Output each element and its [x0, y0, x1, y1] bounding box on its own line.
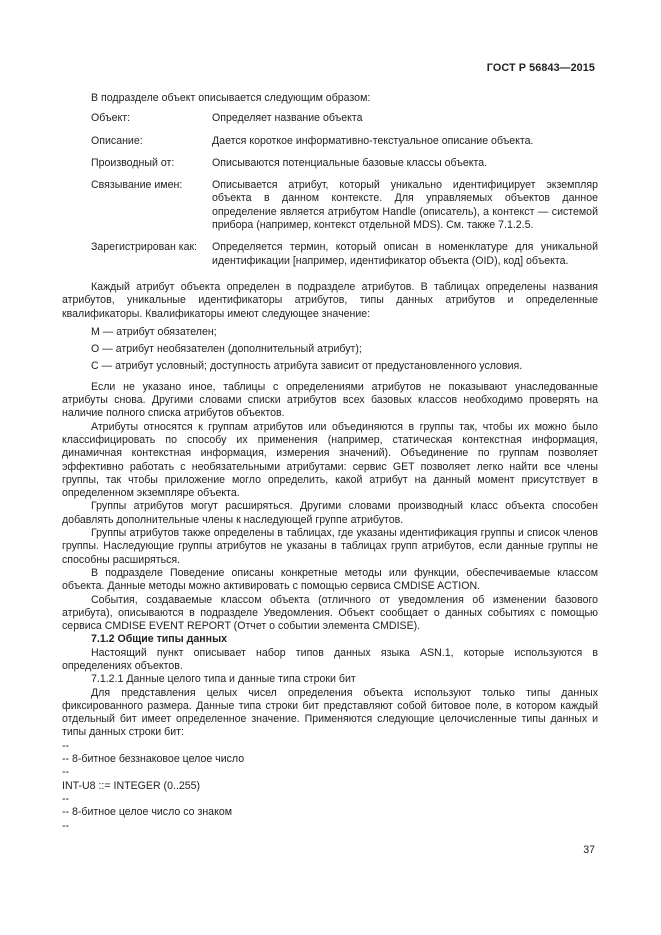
definition-row	[91, 112, 598, 134]
section-intro: Настоящий пункт описывает набор типов данных языка ASN.1, которые используются в определениях объектов.	[62, 646, 598, 672]
qualifier-list	[62, 326, 598, 374]
definition-desc: Определяется термин, который описан в номенклатуре для уникальной идентификации [например, идентификатор объекта (OID), код] объекта.	[212, 241, 598, 267]
definition-term: Описание:	[91, 134, 143, 147]
body-paragraph: Атрибуты относятся к группам атрибутов или объединяются в группы так, чтобы их можно было классифицировать по способу их применения (например, статическая контекстная информация, динамичная контекстная информация, измерения значений). Объединение по группам позволяет эффективно работать с необязательными атрибутами: сервис GET позволяет легко найти все члены группы, так чтобы приложение могло определить, какой атрибут на данный момент присутствует в определенном экземпляре объекта.	[62, 420, 598, 500]
qualifier-item: О — атрибут необязателен (дополнительный атрибут);	[91, 343, 362, 356]
definition-row	[91, 179, 598, 241]
definition-row	[91, 241, 598, 277]
page-content	[62, 92, 598, 833]
definition-row	[91, 157, 598, 179]
body-paragraph: Если не указано иное, таблицы с определениями атрибутов не показывают унаследованные атрибуты снова. Другими словами списки атрибутов всех базовых классов необходимо проверять на наличие полного списка атрибутов объектов.	[62, 380, 598, 420]
definition-desc: Описывается атрибут, который уникально идентифицирует экземпляр объекта в данном контексте. Для управляемых объектов данное определение является атрибутом Handle (описатель), а контекст — системой прибора (например, контекст отдельной MDS). См. также 7.1.2.5.	[212, 179, 598, 232]
body-paragraph: В подразделе Поведение описаны конкретные методы или функции, обеспечиваемые классом объекта. Данные методы можно активировать с помощью сервиса CMDISE ACTION.	[62, 566, 598, 593]
code-line: -- 8-битное целое число со знаком	[62, 806, 232, 819]
definition-desc: Описываются потенциальные базовые классы объекта.	[212, 156, 488, 169]
code-line: -- 8-битное беззнаковое целое число	[62, 753, 245, 766]
section-heading: 7.1.2 Общие типы данных	[91, 633, 228, 646]
qualifier-item: С — атрибут условный; доступность атрибута зависит от предустановленного условия.	[91, 360, 523, 373]
subsection-paragraph: Для представления целых чисел определения объекта используют только типы данных фиксированного размера. Данные типа строки бит представляют собой битовое поле, в котором каждый отдельный бит имеет определенное значение. Применяются следующие целочисленные типы данных и типы данных строки бит:	[62, 686, 598, 739]
body-paragraph: События, создаваемые классом объекта (отличного от уведомления об изменении базового атрибута), описываются в подразделе Уведомления. Объект сообщает о данных событиях с помощью сервиса CMDISE EVENT REPORT (Отчет о событии элемента CMDISE).	[62, 593, 598, 633]
definition-term: Зарегистрирован как:	[91, 241, 198, 254]
code-block	[62, 740, 598, 833]
code-line: --	[62, 766, 70, 779]
qualifier-item: М — атрибут обязателен;	[91, 325, 217, 338]
document-id: ГОСТ Р 56843—2015	[486, 62, 595, 74]
attributes-paragraph: Каждый атрибут объекта определен в подразделе атрибутов. В таблицах определены названия атрибутов, уникальные идентификаторы атрибутов, типы данных атрибутов и определенные квалификаторы. Квалификаторы имеют следующее значение:	[62, 280, 598, 320]
definition-term: Связывание имен:	[91, 179, 183, 192]
definition-desc: Дается короткое информативно-текстуальное описание объекта.	[212, 134, 534, 147]
definition-desc: Определяет название объекта	[212, 112, 363, 125]
code-line: --	[62, 792, 70, 805]
intro-text: В подразделе объект описывается следующим образом:	[91, 92, 371, 104]
definition-term: Объект:	[91, 112, 131, 125]
body-paragraph: Группы атрибутов также определены в таблицах, где указаны идентификация группы и список членов группы. Наследующие группы атрибутов не указаны в таблицах групп атрибутов, если данные группы не способны расширяться.	[62, 527, 598, 566]
body-paragraph: Группы атрибутов могут расширяться. Другими словами производный класс объекта способен добавлять дополнительные члены к наследующей группе атрибутов.	[62, 500, 598, 526]
definition-term: Производный от:	[91, 156, 175, 169]
code-line: INT-U8 ::= INTEGER (0..255)	[62, 779, 201, 792]
code-line: --	[62, 739, 70, 752]
subsection-heading: 7.1.2.1 Данные целого типа и данные типа строки бит	[91, 673, 356, 686]
definitions-table	[91, 112, 598, 277]
definition-row	[91, 135, 598, 157]
code-line: --	[62, 819, 70, 832]
page-number: 37	[583, 844, 595, 856]
